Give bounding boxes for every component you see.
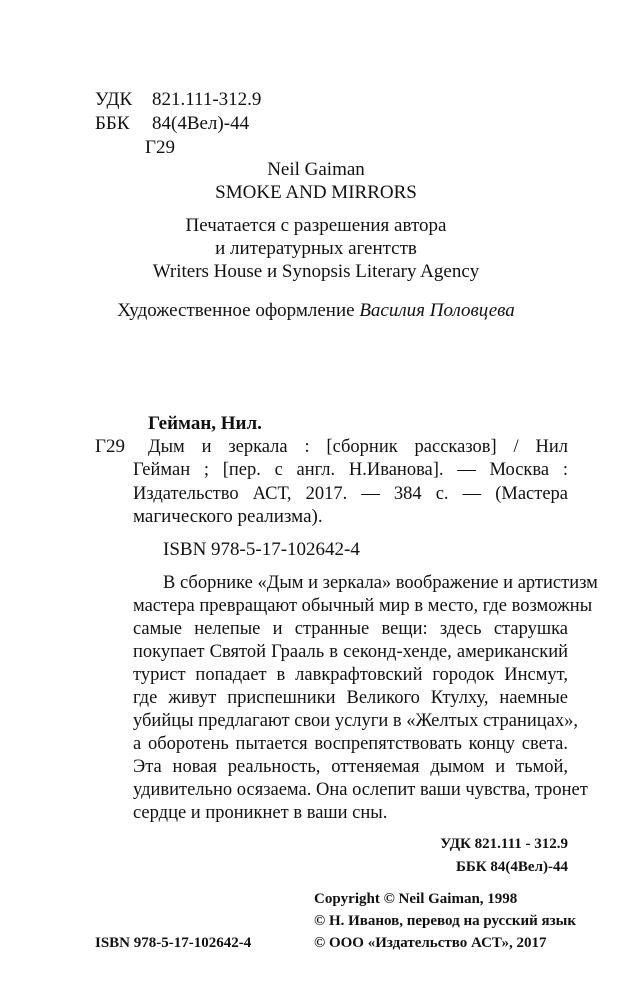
annotation-line: убийцы предлагают свои услуги в «Желтых страницах», — [133, 711, 578, 731]
annotation-line: турист попадает в лавкрафтовский городок Инсмут, — [133, 665, 568, 685]
design-artist: Василия Половцева — [359, 300, 515, 321]
annotation-line: Эта новая реальность, оттеняемая дымом и тьмой, — [133, 757, 568, 777]
catalog-heading: Гейман, Нил. — [148, 413, 262, 434]
annotation-line: покупает Святой Грааль в секонд-хенде, американский — [133, 642, 568, 662]
copyright-line: Copyright © Neil Gaiman, 1998 — [314, 891, 518, 907]
annotation-line: самые нелепые и странные вещи: здесь старушка — [133, 619, 568, 639]
annotation-line: В сборнике «Дым и зеркала» воображение и артистизм — [163, 573, 598, 593]
original-author: Neil Gaiman — [267, 159, 365, 180]
author-mark: Г29 — [145, 137, 175, 158]
permission-line: и литературных агентств — [215, 238, 417, 259]
catalog-mark: Г29 — [95, 436, 125, 457]
catalog-line: Гейман ; [пер. с англ. Н.Иванова]. — Москва : — [133, 460, 568, 480]
permission-line: Печатается с разрешения автора — [185, 215, 447, 236]
annotation-line: удивительно осязаема. Она ослепит ваши чувства, тронет — [133, 780, 588, 800]
copyright-line: © ООО «Издательство АСТ», 2017 — [314, 935, 547, 951]
bbk-label: ББК — [95, 113, 130, 134]
footer-udk: УДК 821.111 - 312.9 — [440, 836, 568, 852]
annotation-line: сердце и проникнет в ваши сны. — [133, 803, 388, 823]
annotation-line: мастера превращают обычный мир в место, где возможны — [133, 596, 593, 616]
copyright-line: © Н. Иванов, перевод на русский язык — [314, 913, 577, 929]
udk-label: УДК — [95, 89, 133, 110]
catalog-isbn: ISBN 978-5-17-102642-4 — [163, 539, 360, 560]
footer-bbk: ББК 84(4Вел)-44 — [455, 859, 568, 875]
annotation-line: а оборотень пытается воспрепятствовать концу света. — [133, 734, 568, 754]
catalog-line: Дым и зеркала : [сборник рассказов] / Нил — [148, 437, 568, 457]
catalog-line: Издательство АСТ, 2017. — 384 с. — (Мастера — [133, 484, 568, 504]
bbk-value: 84(4Вел)-44 — [152, 113, 250, 134]
original-title: SMOKE AND MIRRORS — [215, 182, 417, 203]
annotation-line: где живут приспешники Великого Ктулху, наемные — [133, 688, 568, 708]
design-credit — [0, 300, 632, 322]
permission-line: Writers House и Synopsis Literary Agency — [152, 261, 480, 282]
bottom-isbn: ISBN 978-5-17-102642-4 — [95, 935, 252, 951]
udk-value: 821.111-312.9 — [152, 89, 262, 110]
design-label: Художественное оформление — [117, 300, 355, 321]
catalog-line: магического реализма). — [133, 506, 323, 527]
